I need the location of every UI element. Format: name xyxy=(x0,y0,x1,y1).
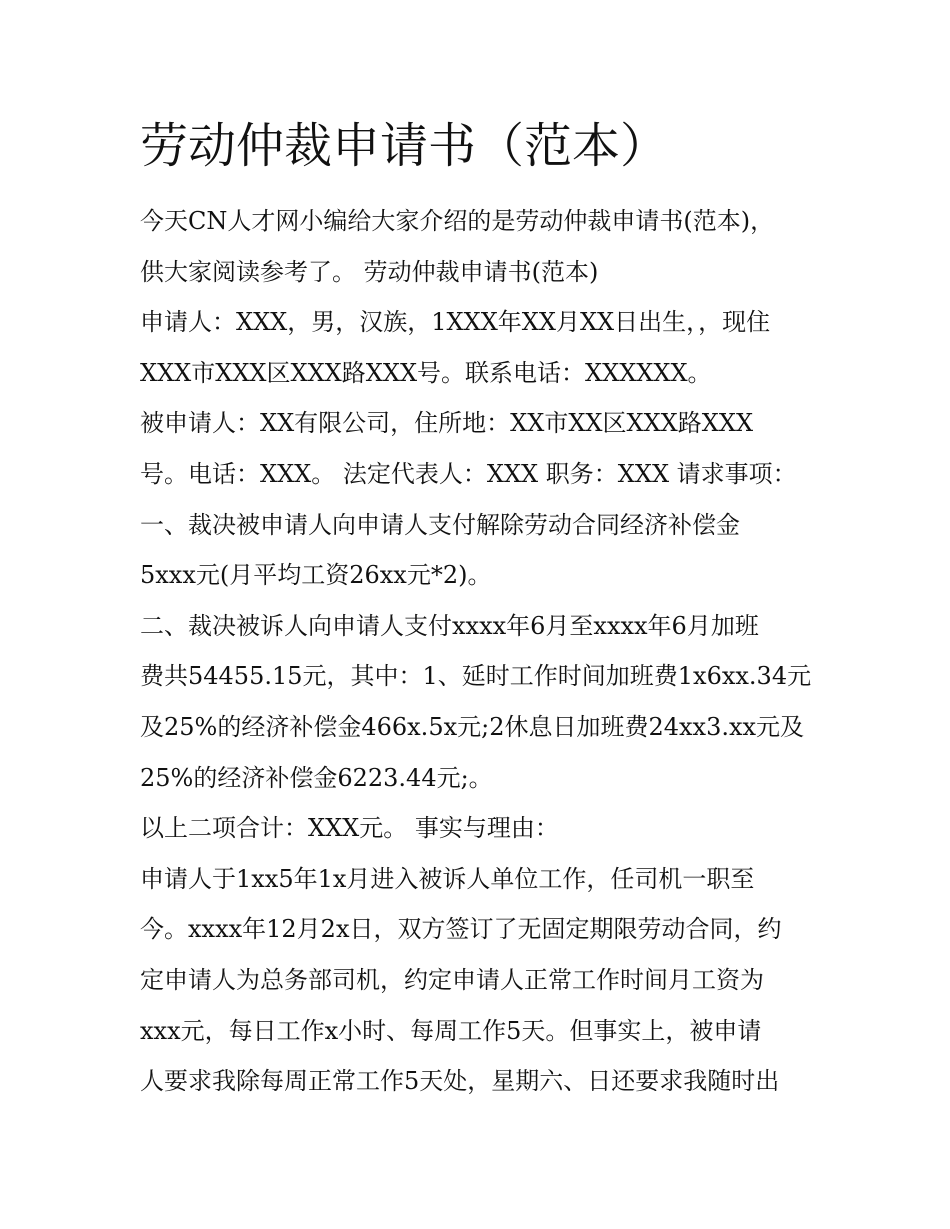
body-line: 25%的经济补偿金6223.44元;。 xyxy=(140,763,493,792)
body-line: 二、裁决被诉人向申请人支付xxxx年6月至xxxx年6月加班 xyxy=(140,611,759,640)
body-line: 号。电话：XXX。 法定代表人：XXX 职务：XXX 请求事项： xyxy=(140,459,797,488)
body-line: 以上二项合计：XXX元。 事实与理由： xyxy=(140,814,559,843)
body-line: 费共54455.15元，其中：1、延时工作时间加班费1x6xx.34元 xyxy=(140,662,812,691)
body-line: 定申请人为总务部司机，约定申请人正常工作时间月工资为 xyxy=(140,965,764,994)
body-line: 供大家阅读参考了。 劳动仲裁申请书(范本) xyxy=(140,257,599,286)
body-line: xxx元，每日工作x小时、每周工作5天。但事实上，被申请 xyxy=(140,1016,762,1045)
body-line: 今。xxxx年12月2x日，双方签订了无固定期限劳动合同，约 xyxy=(140,915,782,944)
body-line: 一、裁决被申请人向申请人支付解除劳动合同经济补偿金 xyxy=(140,510,740,539)
body-line: 申请人于1xx5年1x月进入被诉人单位工作，任司机一职至 xyxy=(140,864,755,893)
body-line: 被申请人：XX有限公司，住所地：XX市XX区XXX路XXX xyxy=(140,409,754,438)
body-line: 及25%的经济补偿金466x.5x元;2休息日加班费24xx3.xx元及 xyxy=(140,712,805,741)
document-title: 劳动仲裁申请书（范本） xyxy=(140,118,669,174)
body-line: 申请人：XXX，男，汉族，1XXX年XX月XX日出生，，现住 xyxy=(140,308,771,337)
body-line: 人要求我除每周正常工作5天处，星期六、日还要求我随时出 xyxy=(140,1067,780,1096)
body-line: 5xxx元(月平均工资26xx元*2)。 xyxy=(140,561,492,590)
body-line: XXX市XXX区XXX路XXX号。联系电话：XXXXXX。 xyxy=(140,358,712,387)
body-line: 今天CN人才网小编给大家介绍的是劳动仲裁申请书(范本)， xyxy=(140,207,775,235)
document-body xyxy=(140,196,820,1107)
